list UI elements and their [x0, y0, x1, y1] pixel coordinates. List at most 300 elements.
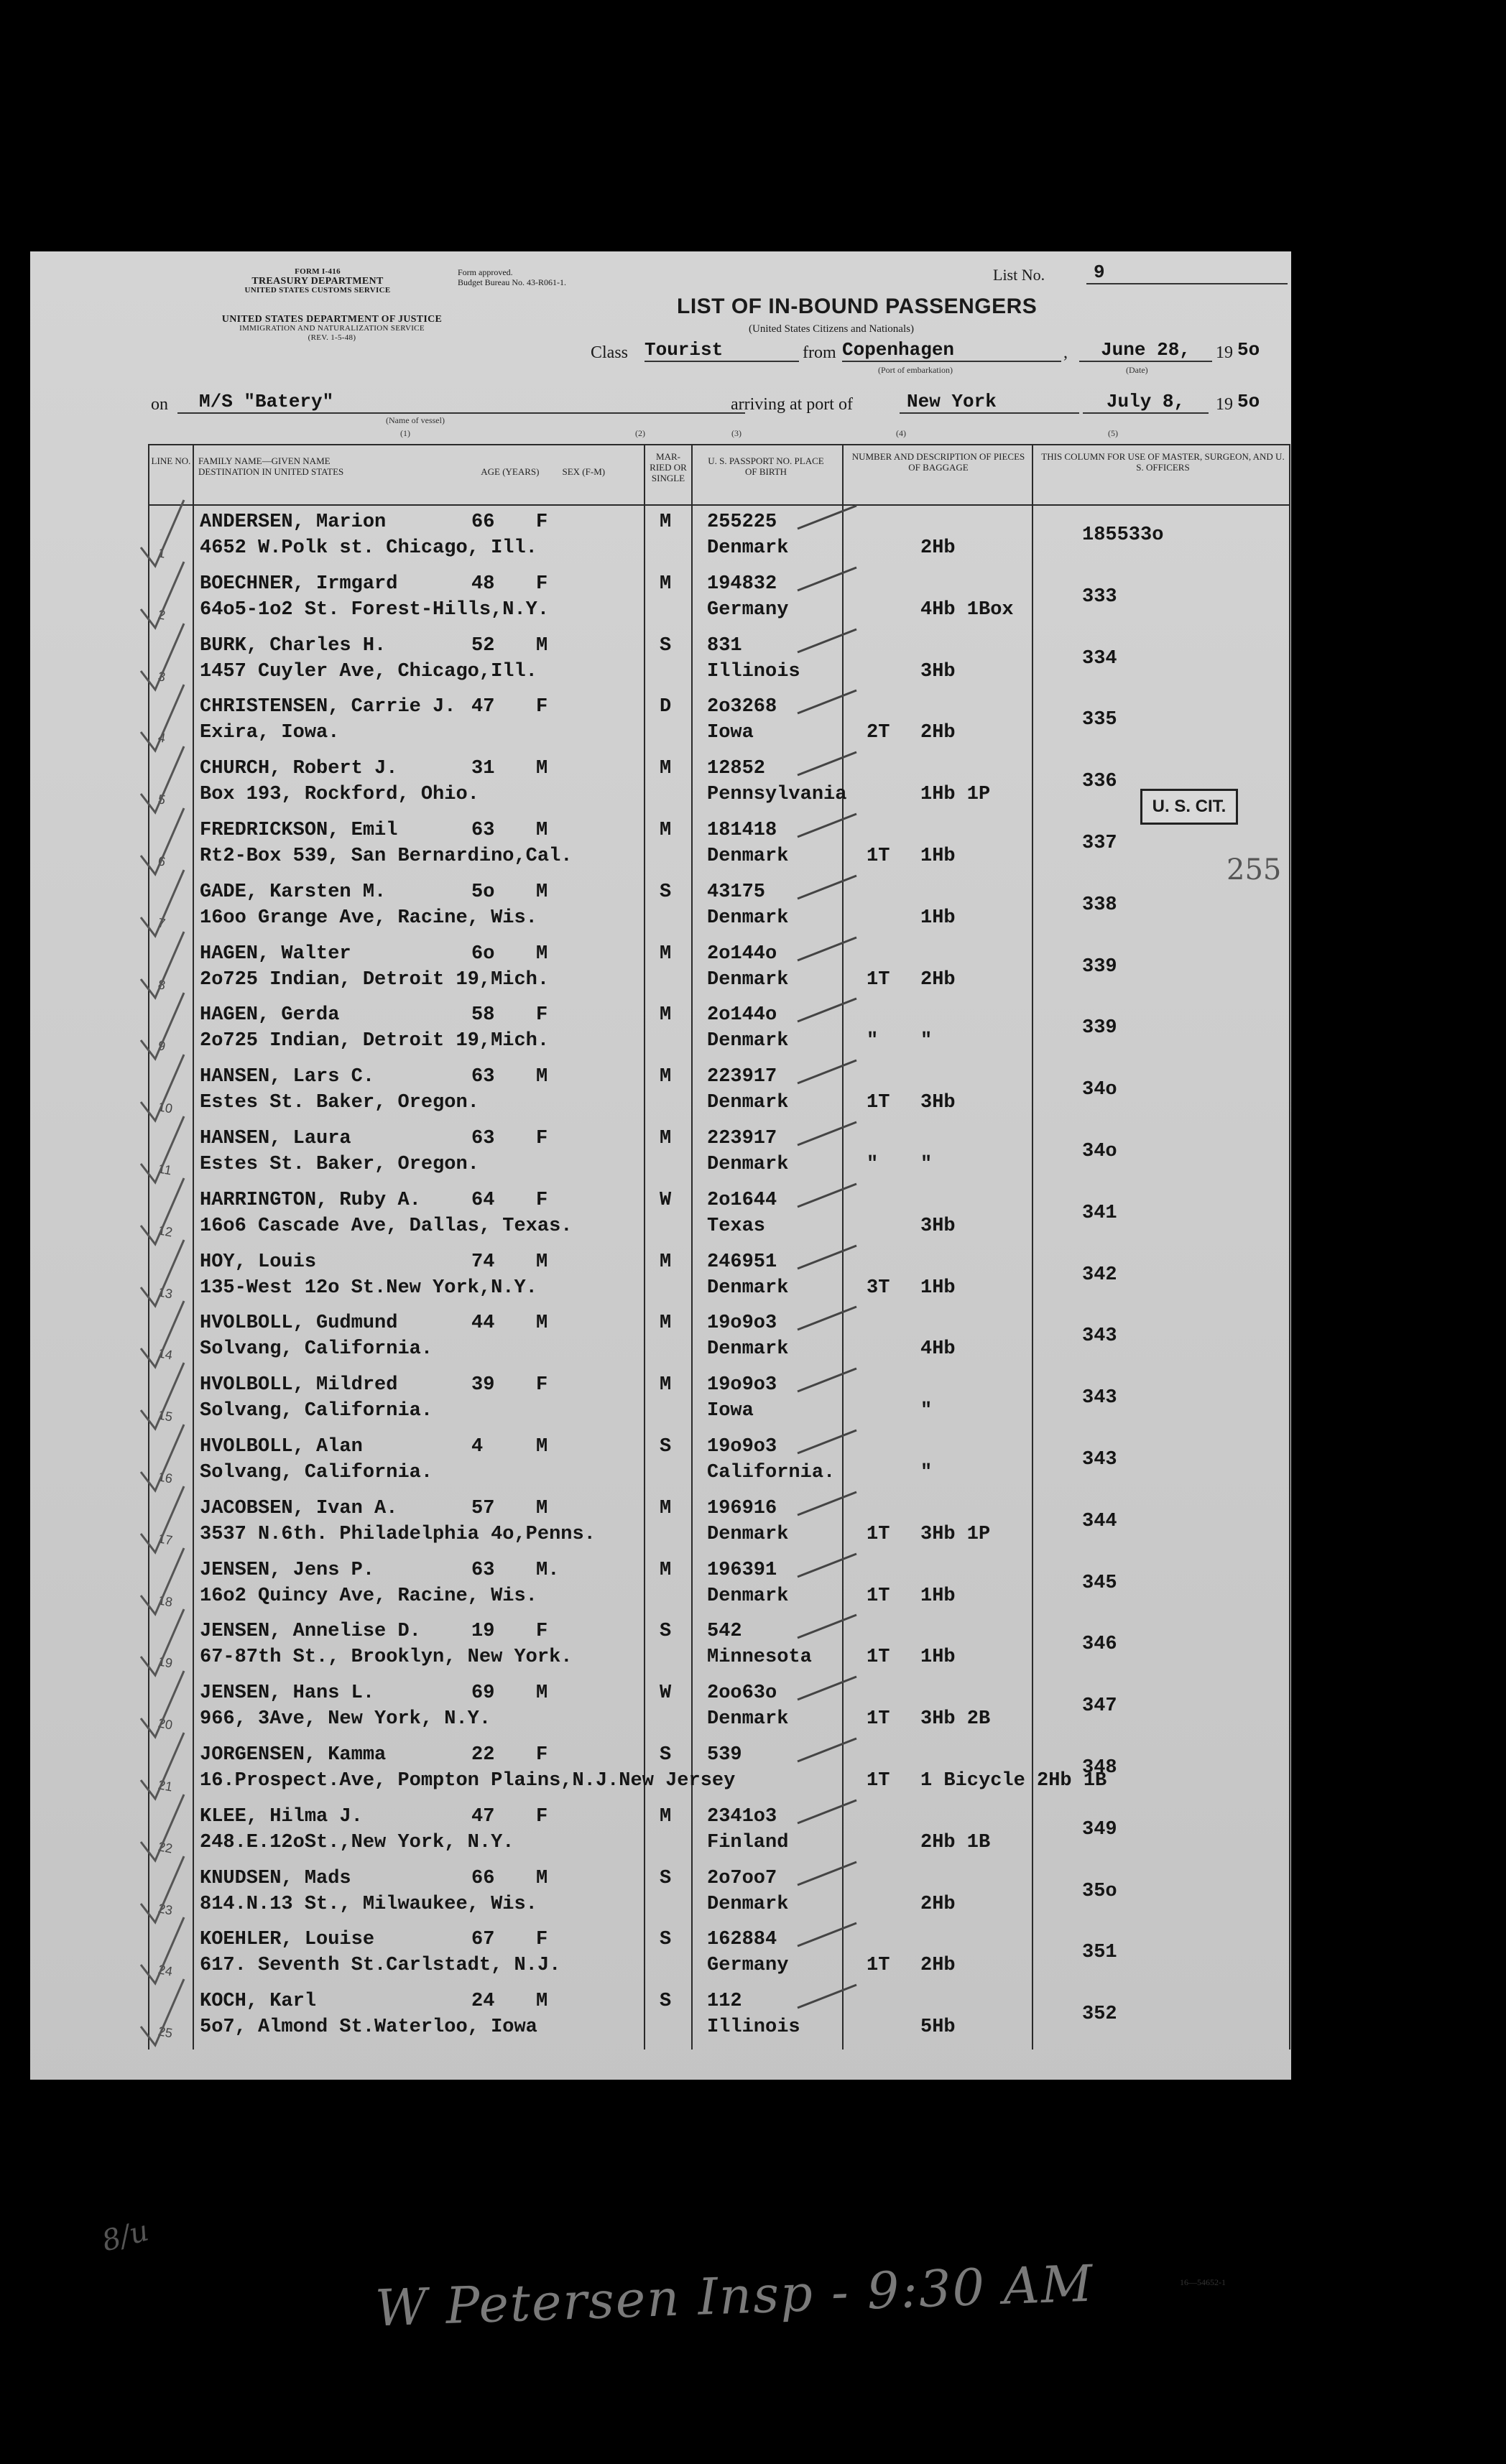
passenger-name: HARRINGTON, Ruby A. [200, 1189, 421, 1211]
age-value: 66 [471, 511, 495, 533]
age-value: 57 [471, 1497, 495, 1519]
budget-approval [458, 267, 637, 287]
destination-address: 16o6 Cascade Ave, Dallas, Texas. [200, 1215, 573, 1237]
place-of-birth: Denmark [707, 1523, 789, 1545]
sex-value: M [536, 1251, 548, 1273]
passport-number: 223917 [707, 1128, 777, 1149]
passport-number: 12852 [707, 758, 766, 780]
line-number: 5 [157, 792, 167, 807]
sex-value: M [536, 1682, 548, 1705]
marital-status: M [660, 573, 672, 595]
age-value: 58 [471, 1004, 495, 1027]
officer-number: 185533o [1082, 524, 1164, 546]
place-of-birth: Denmark [707, 1092, 789, 1114]
line-number: 21 [157, 1777, 174, 1794]
sex-value: M [536, 942, 548, 965]
revision: (REV. 1-5-48) [308, 333, 356, 342]
passenger-name: HVOLBOLL, Mildred [200, 1374, 398, 1397]
th-passport: U. S. PASSPORT NO. PLACE OF BIRTH [708, 455, 824, 477]
officer-number: 333 [1082, 585, 1117, 608]
marital-status: M [660, 820, 672, 841]
passport-tick-icon [795, 1797, 859, 1826]
baggage-pieces: 3Hb [920, 660, 956, 682]
passenger-name: CHURCH, Robert J. [200, 758, 398, 780]
destination-address: 16oo Grange Ave, Racine, Wis. [200, 907, 537, 929]
passport-tick-icon [795, 687, 859, 716]
place-of-birth: Denmark [707, 907, 789, 929]
age-value: 64 [471, 1189, 495, 1211]
baggage-count: 3T [867, 1277, 890, 1299]
passport-number: 539 [707, 1744, 742, 1766]
passport-tick-icon [795, 1304, 859, 1333]
place-of-birth: Iowa [707, 722, 754, 744]
baggage-pieces: " [920, 1462, 933, 1483]
destination-address: 4652 W.Polk st. Chicago, Ill. [200, 537, 537, 559]
passport-tick-icon [795, 503, 859, 532]
marital-status: S [660, 1991, 672, 2013]
passport-number: 831 [707, 634, 742, 657]
sex-value: F [536, 1189, 548, 1211]
passport-number: 43175 [707, 881, 766, 903]
baggage-count: 2T [867, 722, 890, 744]
year-prefix: 19 [1216, 343, 1233, 362]
baggage-count: 1T [867, 1955, 890, 1977]
table-row [148, 1800, 1326, 1862]
marital-status: M [660, 1128, 672, 1149]
table-row [148, 1738, 1326, 1800]
baggage-count: 1T [867, 968, 890, 991]
passport-tick-icon [795, 1181, 859, 1210]
marital-status: D [660, 696, 672, 718]
passenger-name: KOCH, Karl [200, 1991, 317, 2013]
passenger-name: JENSEN, Jens P. [200, 1559, 375, 1581]
document-subtitle: (United States Citizens and Nationals) [749, 323, 914, 335]
baggage-pieces: 3Hb 2B [920, 1708, 991, 1731]
marital-status: M [660, 1066, 672, 1088]
officer-number: 339 [1082, 1017, 1117, 1039]
doj-header [145, 315, 519, 343]
line-number: 25 [157, 2024, 174, 2041]
passenger-name: JENSEN, Hans L. [200, 1682, 375, 1705]
destination-address: Solvang, California. [200, 1400, 433, 1422]
passport-number: 2oo63o [707, 1682, 777, 1705]
sex-value: M [536, 1436, 548, 1458]
place-of-birth: Denmark [707, 537, 789, 559]
table-row [148, 1368, 1326, 1430]
passport-tick-icon [795, 1982, 859, 2011]
doj-title: UNITED STATES DEPARTMENT OF JUSTICE [221, 314, 443, 325]
baggage-pieces: 1Hb [920, 1646, 956, 1669]
place-of-birth: Denmark [707, 968, 789, 991]
line-number: 14 [157, 1346, 174, 1363]
baggage-pieces: " [920, 1030, 933, 1052]
table-row [148, 1246, 1326, 1307]
officer-number: 346 [1082, 1634, 1117, 1656]
place-of-birth: Finland [707, 1831, 789, 1853]
passenger-table [148, 444, 1290, 2050]
passport-number: 2o7oo7 [707, 1867, 777, 1889]
footer-form-number: 16—54652-1 [1180, 2277, 1226, 2287]
age-value: 63 [471, 1128, 495, 1149]
officer-number: 343 [1082, 1449, 1117, 1470]
destination-address: 16.Prospect.Ave, Pompton Plains,N.J.New Jersey [200, 1770, 736, 1792]
place-of-birth: Illinois [707, 660, 800, 682]
table-row [148, 1122, 1326, 1184]
sex-value: M [536, 881, 548, 903]
arrival-port: New York [900, 391, 1079, 414]
officer-number: 334 [1082, 647, 1117, 670]
age-value: 52 [471, 634, 495, 657]
age-value: 66 [471, 1867, 495, 1889]
baggage-pieces: 4Hb [920, 1338, 956, 1361]
check-mark-icon [134, 1976, 191, 2048]
destination-address: Exira, Iowa. [200, 722, 340, 744]
form-header [203, 267, 433, 295]
budget-line-1: Form approved. [458, 267, 513, 277]
destination-address: 16o2 Quincy Ave, Racine, Wis. [200, 1585, 537, 1607]
th-name-label: FAMILY NAME—GIVEN NAME DESTINATION IN UNITED STATES [198, 455, 344, 477]
col-num-5: (5) [1108, 428, 1118, 438]
marital-status: S [660, 1621, 672, 1643]
passport-number: 19o9o3 [707, 1312, 777, 1335]
place-of-birth: Denmark [707, 1154, 789, 1175]
officer-number: 338 [1082, 894, 1117, 916]
marital-status: S [660, 634, 672, 657]
destination-address: Box 193, Rockford, Ohio. [200, 784, 479, 806]
treasury-dept: TREASURY DEPARTMENT [251, 276, 384, 287]
col-num-1: (1) [400, 428, 410, 438]
sex-value: F [536, 1929, 548, 1951]
baggage-pieces: 2Hb 1B [920, 1831, 991, 1853]
passenger-name: HAGEN, Gerda [200, 1004, 340, 1027]
passenger-name: HANSEN, Laura [200, 1128, 351, 1149]
baggage-pieces: 1Hb [920, 1277, 956, 1299]
line-number: 6 [157, 853, 167, 869]
passport-tick-icon [795, 1057, 859, 1086]
officer-number: 347 [1082, 1695, 1117, 1718]
age-value: 63 [471, 1559, 495, 1581]
age-value: 48 [471, 573, 495, 595]
officer-number: 337 [1082, 833, 1117, 854]
passport-tick-icon [795, 1736, 859, 1764]
line-number: 2 [157, 607, 167, 623]
arriving-label: arriving at port of [731, 395, 853, 414]
destination-address: 135-West 12o St.New York,N.Y. [200, 1277, 537, 1299]
passport-tick-icon [795, 935, 859, 963]
age-value: 5o [471, 881, 495, 903]
col-num-3: (3) [731, 428, 742, 438]
list-no-label: List No. [993, 266, 1045, 284]
passport-number: 2o3268 [707, 696, 777, 718]
passenger-manifest-sheet: FORM I-416 TREASURY DEPARTMENT UNITED STATES CUSTOMS SERVICE Form approved. Budget Bureau No. 43-R061-1. UNITED STATES DEPARTMENT OF JUSTICE IMMIGRATION AND NATURALIZATION SERVICE (REV. 1-5-48) List No. 9 LIST OF IN-BOUND PASSENGERS (United States Citizens and Nationals) Class Tourist from Copenhagen , June 28, 19 5o (Port of embarkation) (Date) on M/S "Batery" arriving at port of New York July 8, 19 5o (Name of vessel) (1) (2) (3) (4) (5) LINE NO. FAMILY NAME—GIVEN NAME DESTINATION IN UNITED STATES AGE (YEARS) SEX (F-M) MAR-RIED OR SINGLE U. S. PASSPORT NO. PLACE OF BIRTH NUMBER AND DESCRIPTION OF PIECES OF BAGGAGE THIS COLUMN FOR USE OF MASTER, SURGEON, AND U. S. OFFICERS 1 ANDERSEN, Marion 66 F M 4652 W.Polk st. Chicago, Ill. 255225 Denmark 2Hb 185533o 2 BOECHNER, Irmgard 48 F M 64o5-1o2 St. Forest-Hills,N.Y. 194832 Germany 4Hb 1Box 333 3 BURK, Charles H. 52 M S 1457 Cuyler Ave, Chicago,Ill. 831 Illinois 3Hb 334 4 CHRISTENSEN, Carrie J. 47 F D Exira, Iowa. 2o3268 Iowa 2T 2Hb 335 5 CHURCH, Robert J. 31 M M Box 193, Rockford, Ohio. 12852 Pennsylvania 1Hb 1P 336 6 FREDRICKSON, Emil 63 M M Rt2-Box 539, San Bernardino,Cal. 181418 Denmark 1T 1Hb 337 7 GADE, Karsten M. 5o M S 16oo Grange Ave, Racine, Wis. 43175 Denmark 1Hb 338 8 HAGEN, Walter 6o M M 2o725 Indian, Detroit 19,Mich. 2o144o Denmark 1T 2Hb 339 9 HAGEN, Gerda 58 F M 2o725 Indian, Detroit 19,Mich. 2o144o Denmark " " 339 10 HANSEN, Lars C. 63 M M Estes St. Baker, Oregon. 223917 Denmark 1T 3Hb 34o 11 HANSEN, Laura 63 F M Estes St. Baker, Oregon. 223917 Denmark " " 34o 12 HARRINGTON, Ruby A. 64 F W 16o6 Cascade Ave, Dallas, Texas. 2o1644 Texas 3Hb 341 13 HOY, Louis 74 M M 135-West 12o St.New York,N.Y. 246951 Denmark 3T 1Hb 342 14 HVOLBOLL, Gudmund 44 M M Solvang, California. 19o9o3 Denmark 4Hb 343 15 HVOLBOLL, Mildred 39 F M Solvang, California. 19o9o3 Iowa " 343 16 HVOLBOLL, Alan 4 M S Solvang, California. 19o9o3 California. " 343 17 JACOBSEN, Ivan A. 57 M M 3537 N.6th. Philadelphia 4o,Penns. 196916 Denmark 1T 3Hb 1P 344 18 JENSEN, Jens P. 63 M. M 16o2 Quincy Ave, Racine, Wis. 196391 Denmark 1T 1Hb 345 19 JENSEN, Annelise D. 19 F S 67-87th St., Brooklyn, New York. 542 Minnesota 1T 1Hb 346 20 JENSEN, Hans L. 69 M W 966, 3Ave, New York, N.Y. 2oo63o Denmark 1T 3Hb 2B 347 21 JORGENSEN, Kamma 22 F S 16.Prospect.Ave, Pompton Plains,N.J.New Jersey 539 1T 1 Bicycle 2Hb 1B 348 22 KLEE, Hilma J. 47 F M 248.E.12oSt.,New York, N.Y. 2341o3 Finland 2Hb 1B 349 23 KNUDSEN, Mads 66 M S 814.N.13 St., Milwaukee, Wis. 2o7oo7 Denmark 2Hb 35o 24 KOEHLER, Louise 67 F S 617. Seventh St.Carlstadt, N.J. 162884 Germany 1T 2Hb 351 25 KOCH, Karl 24 M S 5o7, Almond St.Waterloo, Iowa 112 Illinois 5Hb 352 U. S. CIT. 255 8/u W Petersen Insp - 9:30 AM 16—54652-1 [30, 251, 1291, 2080]
passenger-name: BURK, Charles H. [200, 634, 387, 657]
passenger-name: HVOLBOLL, Gudmund [200, 1312, 398, 1335]
destination-address: 617. Seventh St.Carlstadt, N.J. [200, 1955, 561, 1977]
on-label: on [151, 395, 168, 414]
marital-status: M [660, 758, 672, 780]
passport-tick-icon [795, 1427, 859, 1456]
officer-number: 343 [1082, 1387, 1117, 1409]
passenger-name: KLEE, Hilma J. [200, 1805, 363, 1828]
passport-tick-icon [795, 1551, 859, 1580]
officer-number: 34o [1082, 1141, 1117, 1162]
col-num-2: (2) [635, 428, 645, 438]
marital-status: M [660, 1497, 672, 1519]
baggage-count: 1T [867, 1646, 890, 1669]
table-row [148, 1862, 1326, 1924]
passport-number: 255225 [707, 511, 777, 533]
class-label: Class [591, 343, 629, 362]
year-value: 5o [1237, 339, 1260, 361]
budget-line-2: Budget Bureau No. 43-R061-1. [458, 277, 566, 287]
marital-status: W [660, 1682, 672, 1705]
th-officers: THIS COLUMN FOR USE OF MASTER, SURGEON, AND U. S. OFFICERS [1041, 451, 1285, 473]
line-number: 19 [157, 1654, 174, 1671]
place-of-birth: Pennsylvania [707, 784, 847, 806]
baggage-pieces: 1Hb [920, 1585, 956, 1607]
destination-address: 3537 N.6th. Philadelphia 4o,Penns. [200, 1523, 596, 1545]
sex-value: F [536, 1744, 548, 1766]
passenger-name: HAGEN, Walter [200, 942, 351, 965]
place-of-birth: Denmark [707, 1585, 789, 1607]
date-value: June 28, [1079, 339, 1212, 362]
baggage-pieces: 1Hb 1P [920, 784, 991, 806]
age-value: 31 [471, 758, 495, 780]
passport-tick-icon [795, 1119, 859, 1148]
age-value: 67 [471, 1929, 495, 1951]
form-number: FORM I-416 [295, 267, 341, 276]
table-row [148, 1923, 1326, 1985]
line-number: 17 [157, 1531, 174, 1548]
table-row [148, 1677, 1326, 1738]
table-row [148, 999, 1326, 1060]
passport-number: 2o144o [707, 942, 777, 965]
baggage-count: 1T [867, 1708, 890, 1731]
line-number: 23 [157, 1901, 174, 1918]
baggage-count: 1T [867, 846, 890, 867]
passport-number: 196916 [707, 1497, 777, 1519]
officer-number: 349 [1082, 1818, 1117, 1840]
port-embark-caption: (Port of embarkation) [878, 365, 953, 375]
line-number: 13 [157, 1284, 174, 1302]
baggage-pieces: 1 Bicycle 2Hb 1B [920, 1770, 1107, 1792]
th-age-label: AGE (YEARS) [481, 466, 540, 477]
officer-number: 341 [1082, 1202, 1117, 1224]
th-married: MAR-RIED OR SINGLE [650, 451, 687, 483]
th-sex-label: SEX (F-M) [562, 466, 606, 477]
passport-tick-icon [795, 1674, 859, 1703]
passport-tick-icon [795, 1366, 859, 1394]
officer-number: 342 [1082, 1264, 1117, 1286]
sex-value: M [536, 1066, 548, 1088]
passport-tick-icon [795, 1489, 859, 1518]
passenger-name: CHRISTENSEN, Carrie J. [200, 696, 456, 718]
table-row [148, 629, 1326, 691]
destination-address: 248.E.12oSt.,New York, N.Y. [200, 1831, 514, 1853]
baggage-pieces: 3Hb 1P [920, 1523, 991, 1545]
baggage-pieces: 1Hb [920, 846, 956, 867]
place-of-birth: Denmark [707, 1708, 789, 1731]
line-number: 24 [157, 1962, 174, 1979]
officer-number: 343 [1082, 1325, 1117, 1348]
passenger-name: JORGENSEN, Kamma [200, 1744, 387, 1766]
officer-number: 34o [1082, 1079, 1117, 1101]
passport-number: 19o9o3 [707, 1436, 777, 1458]
passenger-name: FREDRICKSON, Emil [200, 820, 398, 841]
th-name [198, 455, 629, 477]
baggage-count: " [867, 1154, 879, 1175]
baggage-count: " [867, 1030, 879, 1052]
sex-value: M [536, 758, 548, 780]
line-number: 3 [157, 668, 167, 685]
passenger-name: KOEHLER, Louise [200, 1929, 375, 1951]
inspector-signature: W Petersen Insp - 9:30 AM [374, 2254, 1095, 2338]
line-number: 4 [157, 730, 167, 746]
sex-value: F [536, 1004, 548, 1027]
table-row [148, 1060, 1326, 1122]
col-num-4: (4) [896, 428, 906, 438]
ins-title: IMMIGRATION AND NATURALIZATION SERVICE [239, 324, 425, 333]
sex-value: M [536, 1312, 548, 1335]
passport-number: 542 [707, 1621, 742, 1643]
passport-tick-icon [795, 565, 859, 593]
table-row [148, 937, 1326, 999]
line-number: 18 [157, 1593, 174, 1610]
passport-number: 194832 [707, 573, 777, 595]
passport-number: 19o9o3 [707, 1374, 777, 1397]
destination-address: Estes St. Baker, Oregon. [200, 1092, 479, 1114]
officer-number: 351 [1082, 1942, 1117, 1964]
place-of-birth: Denmark [707, 846, 789, 867]
destination-address: Rt2-Box 539, San Bernardino,Cal. [200, 846, 573, 867]
passenger-name: HANSEN, Lars C. [200, 1066, 375, 1088]
line-number: 20 [157, 1715, 174, 1733]
baggage-pieces: " [920, 1154, 933, 1175]
baggage-pieces: 5Hb [920, 2016, 956, 2039]
passport-tick-icon [795, 1859, 859, 1888]
baggage-pieces: 1Hb [920, 907, 956, 929]
baggage-pieces: 2Hb [920, 1893, 956, 1915]
officer-number: 339 [1082, 955, 1117, 978]
from-label: from [803, 343, 836, 362]
officer-number: 345 [1082, 1572, 1117, 1594]
passport-tick-icon [795, 1243, 859, 1272]
passenger-name: HOY, Louis [200, 1251, 317, 1273]
place-of-birth: Iowa [707, 1400, 754, 1422]
sex-value: M [536, 634, 548, 657]
baggage-pieces: 2Hb [920, 1955, 956, 1977]
destination-address: 2o725 Indian, Detroit 19,Mich. [200, 1030, 550, 1052]
handwritten-mark: 8/u [98, 2214, 152, 2259]
passport-tick-icon [795, 1612, 859, 1641]
passenger-name: BOECHNER, Irmgard [200, 573, 398, 595]
line-number: 12 [157, 1223, 174, 1240]
age-value: 22 [471, 1744, 495, 1766]
arrival-date: July 8, [1083, 391, 1209, 414]
officer-number: 336 [1082, 771, 1117, 793]
line-number: 22 [157, 1839, 174, 1856]
sex-value: F [536, 511, 548, 533]
passport-number: 112 [707, 1991, 742, 2013]
marital-status: M [660, 1251, 672, 1273]
passport-number: 223917 [707, 1066, 777, 1088]
baggage-count: 1T [867, 1523, 890, 1545]
passport-number: 246951 [707, 1251, 777, 1273]
marital-status: S [660, 1867, 672, 1889]
marital-status: S [660, 1436, 672, 1458]
place-of-birth: Minnesota [707, 1646, 812, 1669]
passport-tick-icon [795, 996, 859, 1024]
sex-value: F [536, 696, 548, 718]
passenger-name: KNUDSEN, Mads [200, 1867, 351, 1889]
age-value: 63 [471, 1066, 495, 1088]
age-value: 44 [471, 1312, 495, 1335]
customs-service: UNITED STATES CUSTOMS SERVICE [244, 286, 391, 295]
baggage-pieces: 4Hb 1Box [920, 598, 1014, 621]
passenger-name: HVOLBOLL, Alan [200, 1436, 363, 1458]
baggage-pieces: 2Hb [920, 537, 956, 559]
table-row [148, 1985, 1326, 2047]
place-of-birth: Texas [707, 1215, 766, 1237]
date-caption: (Date) [1126, 365, 1148, 375]
table-row [148, 1184, 1326, 1246]
destination-address: 966, 3Ave, New York, N.Y. [200, 1708, 491, 1731]
officer-number: 335 [1082, 709, 1117, 731]
sex-value: F [536, 1128, 548, 1149]
table-row [148, 1492, 1326, 1554]
age-value: 69 [471, 1682, 495, 1705]
table-row [148, 1307, 1326, 1368]
sex-value: M [536, 820, 548, 841]
baggage-pieces: 3Hb [920, 1092, 956, 1114]
table-row [148, 568, 1326, 629]
age-value: 74 [471, 1251, 495, 1273]
destination-address: 64o5-1o2 St. Forest-Hills,N.Y. [200, 598, 550, 621]
sex-value: M [536, 1497, 548, 1519]
line-number: 9 [157, 1038, 167, 1055]
marital-status: M [660, 1805, 672, 1828]
document-title: LIST OF IN-BOUND PASSENGERS [677, 295, 1038, 318]
destination-address: Solvang, California. [200, 1338, 433, 1361]
destination-address: 1457 Cuyler Ave, Chicago,Ill. [200, 660, 537, 682]
destination-address: 5o7, Almond St.Waterloo, Iowa [200, 2016, 537, 2039]
line-number: 11 [157, 1161, 173, 1178]
sex-value: M [536, 1867, 548, 1889]
sex-value: F [536, 573, 548, 595]
passenger-name: GADE, Karsten M. [200, 881, 387, 903]
sex-value: M. [536, 1559, 560, 1581]
age-value: 63 [471, 820, 495, 841]
place-of-birth: Denmark [707, 1030, 789, 1052]
us-citizen-stamp: U. S. CIT. [1140, 789, 1238, 825]
line-number: 7 [157, 915, 167, 931]
officer-number: 352 [1082, 2004, 1117, 2026]
arrival-year: 5o [1237, 391, 1260, 412]
place-of-birth: Denmark [707, 1338, 789, 1361]
sex-value: M [536, 1991, 548, 2013]
table-row [148, 1554, 1326, 1616]
baggage-count: 1T [867, 1092, 890, 1114]
table-row [148, 876, 1326, 937]
place-of-birth: Germany [707, 598, 789, 621]
age-value: 47 [471, 696, 495, 718]
line-number: 15 [157, 1407, 174, 1425]
sex-value: F [536, 1805, 548, 1828]
age-value: 6o [471, 942, 495, 965]
passport-number: 162884 [707, 1929, 777, 1951]
line-number: 16 [157, 1469, 174, 1486]
marital-status: M [660, 511, 672, 533]
